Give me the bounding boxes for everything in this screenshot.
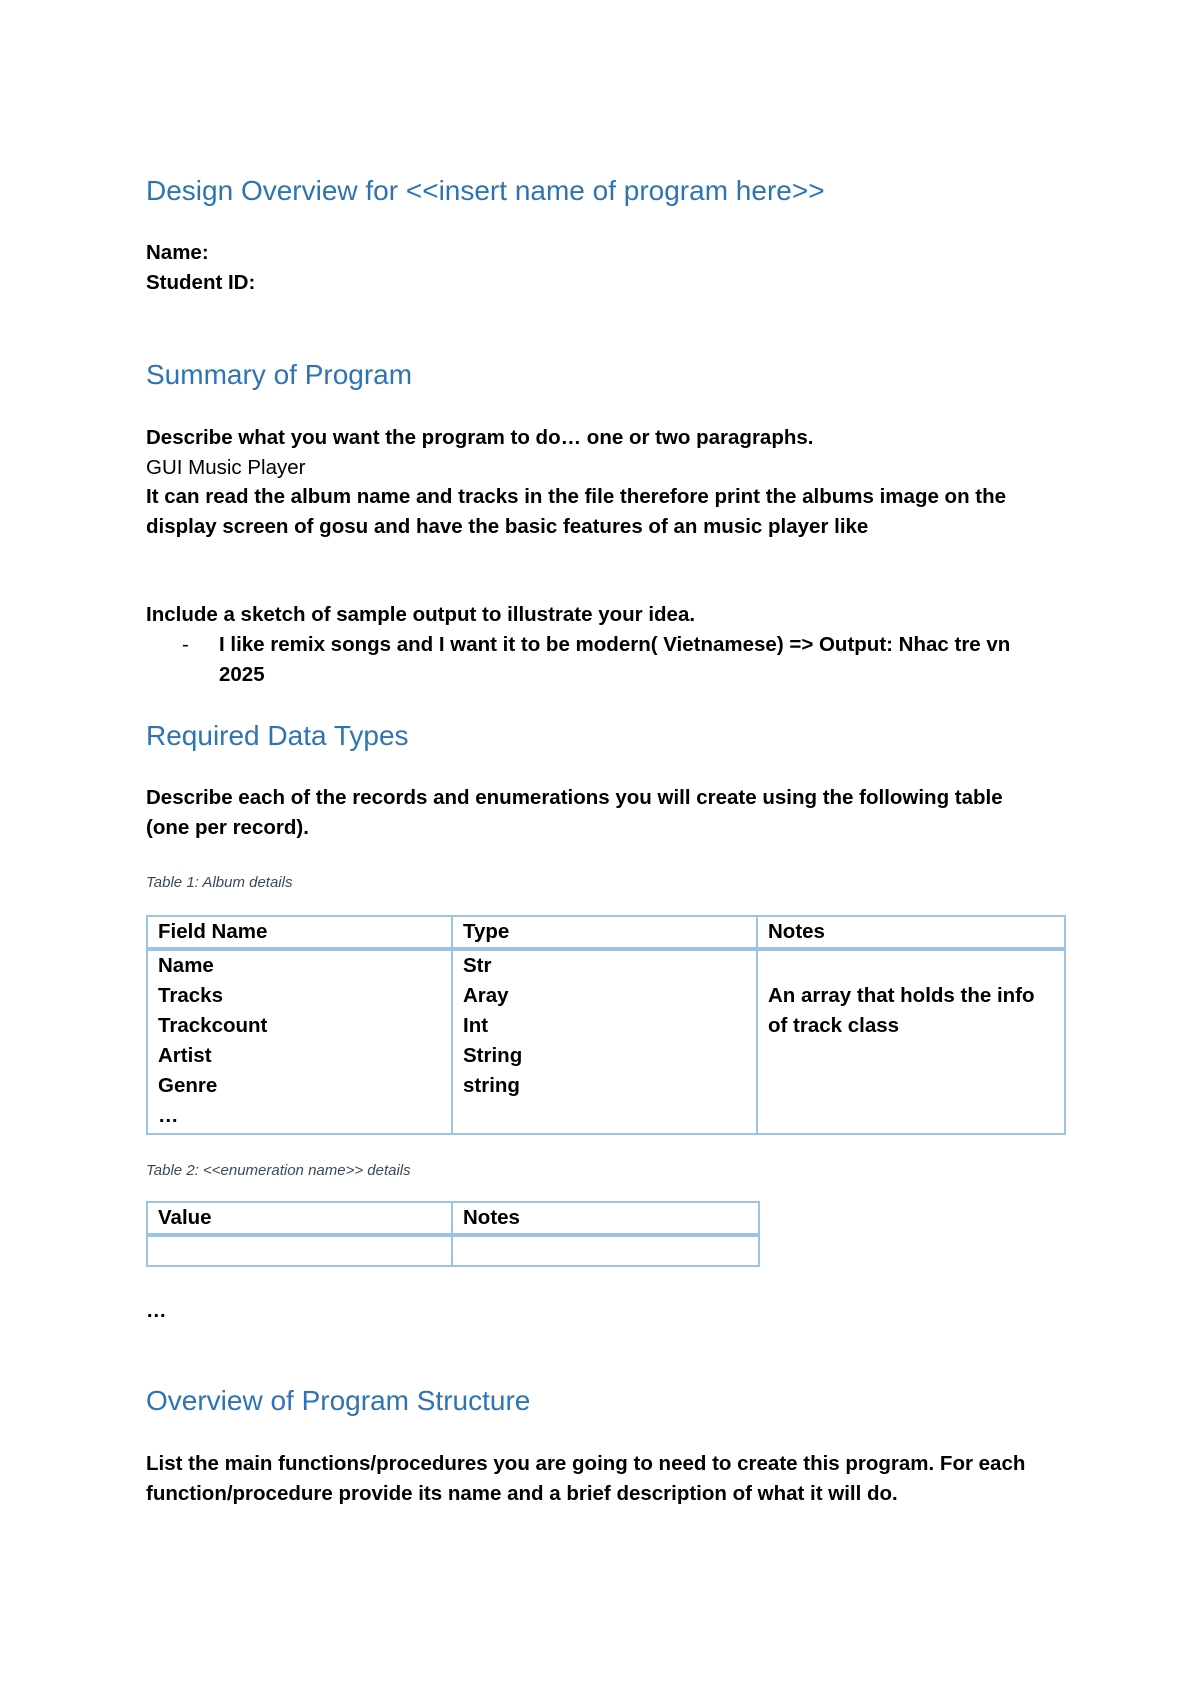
notes-cell (757, 949, 1065, 1134)
field-type: String (463, 1044, 523, 1067)
structure-heading: Overview of Program Structure (146, 1385, 531, 1416)
table-row (147, 1235, 759, 1266)
field-name: Trackcount (158, 1014, 268, 1037)
field-names-cell (147, 949, 452, 1134)
field-type: Int (463, 1014, 489, 1037)
sketch-prompt: Include a sketch of sample output to illustrate your idea. (146, 603, 696, 626)
field-name: Name (158, 954, 214, 977)
summary-heading: Summary of Program (146, 359, 413, 390)
header-notes: Notes (757, 916, 1065, 949)
field-name: Tracks (158, 984, 223, 1007)
table-header-row (147, 1202, 759, 1235)
header-field-name: Field Name (147, 916, 452, 949)
program-description: It can read the album name and tracks in the file therefore print the albums image on the display screen of gosu and have the basic features of an music player like (146, 485, 1007, 538)
types-cell (452, 949, 757, 1134)
notes-cell (452, 1235, 759, 1266)
notes-text: An array that holds the info of track class (768, 984, 1035, 1037)
sketch-bullet (146, 630, 1046, 690)
data-types-prompt: Describe each of the records and enumerations you will create using the following table (one per record). (146, 786, 1003, 839)
field-name: Genre (158, 1074, 218, 1097)
ellipsis: … (146, 1299, 167, 1322)
student-id-label: Student ID: (146, 271, 256, 294)
bullet-dash: - (182, 633, 189, 656)
field-type: Str (463, 954, 492, 977)
document-title: Design Overview for <<insert name of program here>> (146, 175, 825, 206)
program-name: GUI Music Player (146, 456, 306, 479)
header-value: Value (147, 1202, 452, 1235)
structure-prompt: List the main functions/procedures you are going to need to create this program. For each function/procedure provide its name and a brief description of what it will do. (146, 1452, 1026, 1505)
field-type: Aray (463, 984, 509, 1007)
bullet-text: I like remix songs and I want it to be modern( Vietnamese) => Output: Nhac tre vn 2025 (219, 633, 1011, 686)
field-type: string (463, 1074, 520, 1097)
header-notes: Notes (452, 1202, 759, 1235)
field-name: Artist (158, 1044, 212, 1067)
name-label: Name: (146, 241, 209, 264)
table1-caption: Table 1: Album details (146, 874, 293, 891)
album-details-table (146, 915, 1066, 1135)
table-header-row (147, 916, 1065, 949)
enumeration-details-table (146, 1201, 760, 1267)
summary-prompt: Describe what you want the program to do… one or two paragraphs. (146, 426, 814, 449)
table2-caption: Table 2: <<enumeration name>> details (146, 1162, 411, 1179)
field-type (463, 1101, 746, 1131)
table-row (147, 949, 1065, 1134)
header-type: Type (452, 916, 757, 949)
field-name: … (158, 1104, 179, 1127)
value-cell (147, 1235, 452, 1266)
data-types-heading: Required Data Types (146, 720, 409, 751)
